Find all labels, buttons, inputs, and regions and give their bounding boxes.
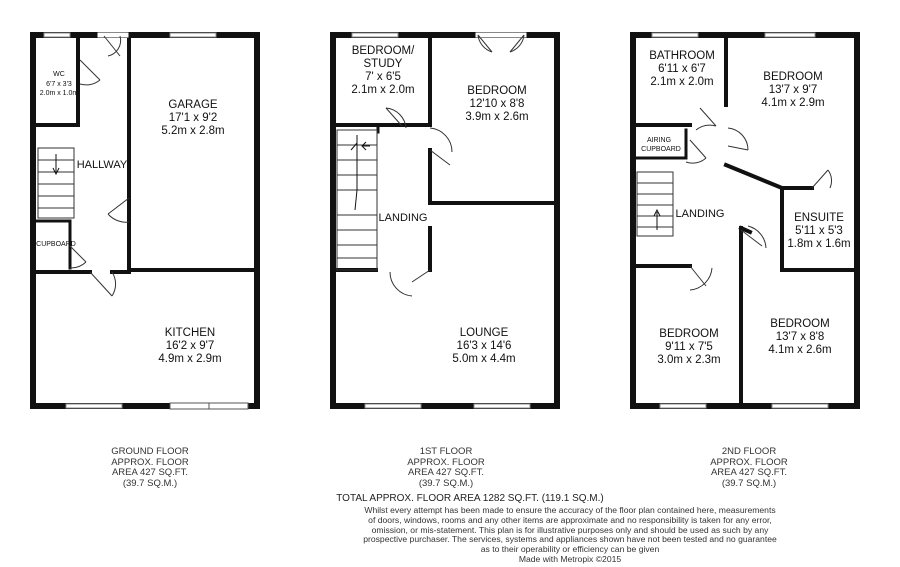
garage-window	[170, 33, 216, 37]
garage-door-swing	[104, 36, 121, 56]
bedroom-small-imperial: 9'11 x 7'5	[665, 341, 713, 353]
airing-cupboard-name-line2: CUPBOARD	[641, 146, 681, 153]
cupboard-door-swing	[70, 246, 86, 268]
bedroom-small-name: BEDROOM	[659, 328, 719, 340]
first-floor-caption	[366, 447, 526, 489]
landing-1st-name: LANDING	[378, 212, 428, 224]
second-floor-stairs	[637, 172, 673, 236]
hallway-garage-door-swing	[108, 198, 129, 222]
ensuite-imperial: 5'11 x 5'3	[795, 225, 843, 237]
airing-cupboard-door-swing	[686, 140, 706, 163]
ground-floor-caption	[70, 447, 230, 489]
landing-2nd-name: LANDING	[675, 208, 725, 220]
disclaimer-line: prospective purchaser. The services, systems and appliances shown have not been tested and no guarantee	[363, 534, 777, 545]
kitchen-metric: 4.9m x 2.9m	[158, 353, 222, 365]
caption-line: AREA 427 SQ.FT.	[111, 467, 189, 478]
study-window	[352, 33, 398, 37]
caption-line: GROUND FLOOR	[111, 446, 189, 457]
airing-cupboard-name-line1: AIRING	[646, 137, 672, 144]
front-bedroom-window	[772, 404, 828, 408]
study-name-line1: BEDROOM/	[351, 45, 415, 57]
rear-bedroom-door-swing	[728, 128, 748, 150]
caption-line: APPROX. FLOOR	[710, 456, 788, 468]
kitchen-name: KITCHEN	[164, 327, 216, 339]
bedroom-front-metric: 4.1m x 2.6m	[768, 344, 832, 356]
kitchen-window	[66, 404, 122, 408]
disclaimer-text	[340, 506, 800, 565]
bathroom-name: BATHROOM	[649, 50, 715, 62]
bathroom-metric: 2.1m x 2.0m	[650, 76, 714, 88]
wc-imperial: 6'7 x 3'3	[46, 81, 72, 88]
kitchen-imperial: 16'2 x 9'7	[165, 340, 215, 352]
bedroom-front-imperial: 13'7 x 8'8	[775, 331, 825, 343]
hallway-name: HALLWAY	[76, 159, 128, 171]
wc-window	[44, 33, 70, 37]
small-bedroom-door-swing	[690, 266, 712, 290]
caption-line: APPROX. FLOOR	[111, 456, 189, 468]
disclaimer-line: of doors, windows, rooms and any other items are approximate and no responsibility is taken for any error,	[368, 514, 772, 525]
garage-name: GARAGE	[168, 99, 218, 111]
disclaimer-line: omission, or mis-statement. This plan is for illustrative purposes only and should be used as such by any	[371, 524, 769, 535]
wc-name: WC	[53, 71, 65, 78]
study-name-line2: STUDY	[363, 58, 403, 70]
disclaimer-line: as to their operability or efficiency can be given	[480, 544, 660, 555]
bedroom-rear-metric: 4.1m x 2.9m	[761, 97, 825, 109]
small-bedroom-window	[660, 404, 706, 408]
ground-floor-stairs	[38, 148, 74, 218]
caption-line: (39.7 SQ.M.)	[122, 477, 178, 489]
bedroom-door-swing	[430, 128, 452, 165]
first-floor-stairs	[337, 130, 377, 270]
caption-line: AREA 427 SQ.FT.	[407, 467, 485, 478]
study-imperial: 7' x 6'5	[365, 71, 401, 83]
bedroom-front-name: BEDROOM	[770, 318, 830, 330]
garage-metric: 5.2m x 2.8m	[161, 125, 225, 137]
caption-line: (39.7 SQ.M.)	[721, 477, 777, 489]
caption-line: AREA 427 SQ.FT.	[710, 467, 788, 478]
study-metric: 2.1m x 2.0m	[351, 84, 415, 96]
caption-line: (39.7 SQ.M.)	[418, 477, 474, 489]
wc-metric: 2.0m x 1.0m	[39, 90, 79, 97]
ensuite-metric: 1.8m x 1.6m	[787, 238, 851, 250]
garage-imperial: 17'1 x 9'2	[168, 112, 218, 124]
caption-line: 2ND FLOOR	[721, 446, 777, 457]
wc-door-swing	[80, 60, 100, 85]
bathroom-window	[652, 33, 698, 37]
caption-line: 1ST FLOOR	[419, 446, 473, 457]
bedroom-1st-imperial: 12'10 x 8'8	[469, 98, 525, 110]
rear-bedroom-window	[765, 33, 815, 37]
bathroom-imperial: 6'11 x 6'7	[658, 63, 706, 75]
second-floor-caption	[669, 447, 829, 489]
lounge-window-left	[365, 404, 421, 408]
ensuite-name: ENSUITE	[794, 212, 844, 224]
lounge-metric: 5.0m x 4.4m	[452, 353, 516, 365]
bedroom-1st-name: BEDROOM	[467, 85, 527, 97]
metropix-credit: Made with Metropix ©2015	[518, 553, 622, 564]
lounge-window-right	[474, 404, 530, 408]
total-floor-area: TOTAL APPROX. FLOOR AREA 1282 SQ.FT. (119.1 SQ.M.)	[336, 493, 604, 504]
cupboard-name: CUPBOARD	[36, 241, 76, 248]
bathroom-door-swing	[696, 108, 716, 130]
lounge-door-swing	[390, 270, 430, 296]
lounge-imperial: 16'3 x 14'6	[456, 340, 512, 352]
caption-line: APPROX. FLOOR	[407, 456, 485, 468]
bedroom-rear-imperial: 13'7 x 9'7	[768, 84, 818, 96]
disclaimer-line: Whilst every attempt has been made to ensure the accuracy of the floor plan contained here, measurements	[364, 505, 776, 515]
bedroom-1st-metric: 3.9m x 2.6m	[465, 111, 529, 123]
kitchen-door-swing	[90, 272, 116, 296]
ensuite-door-swing	[812, 170, 832, 188]
bedroom-small-metric: 3.0m x 2.3m	[657, 354, 721, 366]
lounge-name: LOUNGE	[459, 327, 509, 339]
bedroom-rear-name: BEDROOM	[763, 71, 823, 83]
